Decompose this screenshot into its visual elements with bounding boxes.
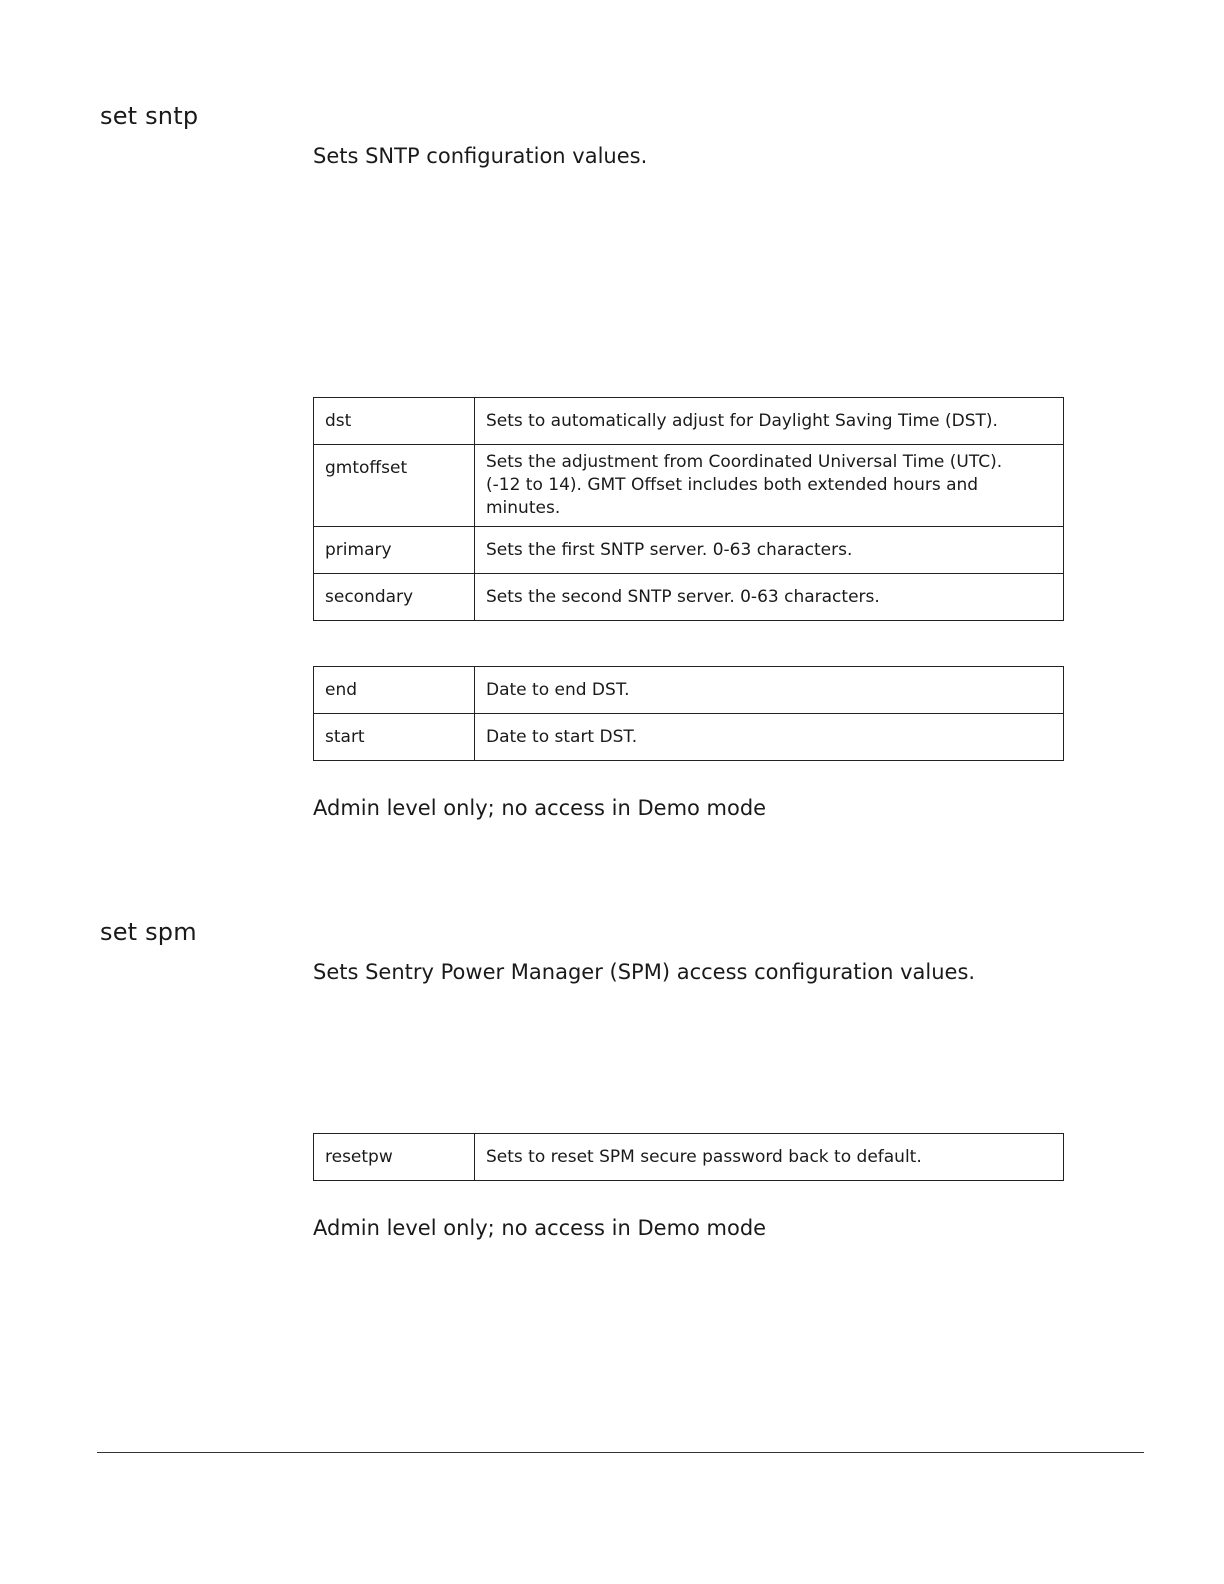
- spm-options-table: [313, 1133, 1064, 1181]
- spm-access-note: Admin level only; no access in Demo mode: [313, 1216, 767, 1240]
- table-row: [314, 527, 1064, 574]
- option-name: start: [314, 714, 475, 761]
- section-title-set-spm: set spm: [100, 918, 197, 946]
- footer-divider: [97, 1452, 1144, 1453]
- option-description: Sets the first SNTP server. 0-63 characters.: [475, 527, 1064, 574]
- option-description: Date to end DST.: [475, 667, 1064, 714]
- option-description-line: Sets the adjustment from Coordinated Universal Time (UTC).: [486, 452, 1003, 472]
- table-row: [314, 445, 1064, 527]
- option-description-line: (-12 to 14). GMT Offset includes both extended hours and minutes.: [486, 475, 979, 518]
- sntp-description: Sets SNTP configuration values.: [313, 144, 648, 168]
- sntp-access-note: Admin level only; no access in Demo mode: [313, 796, 767, 820]
- option-name: dst: [314, 398, 475, 445]
- option-name: gmtoffset: [314, 445, 475, 527]
- option-name: end: [314, 667, 475, 714]
- option-description: Date to start DST.: [475, 714, 1064, 761]
- option-description: Sets the second SNTP server. 0-63 characters.: [475, 574, 1064, 621]
- sntp-options-table: [313, 397, 1064, 621]
- option-name: resetpw: [314, 1134, 475, 1181]
- option-description: Sets to automatically adjust for Daylight Saving Time (DST).: [475, 398, 1064, 445]
- option-name: primary: [314, 527, 475, 574]
- table-row: [314, 398, 1064, 445]
- option-description: Sets to reset SPM secure password back to default.: [475, 1134, 1064, 1181]
- table-row: [314, 714, 1064, 761]
- option-description: [475, 445, 1064, 527]
- table-row: [314, 1134, 1064, 1181]
- section-title-set-sntp: set sntp: [100, 102, 199, 130]
- dst-options-table: [313, 666, 1064, 761]
- spm-description: Sets Sentry Power Manager (SPM) access configuration values.: [313, 960, 976, 984]
- table-row: [314, 667, 1064, 714]
- table-row: [314, 574, 1064, 621]
- option-name: secondary: [314, 574, 475, 621]
